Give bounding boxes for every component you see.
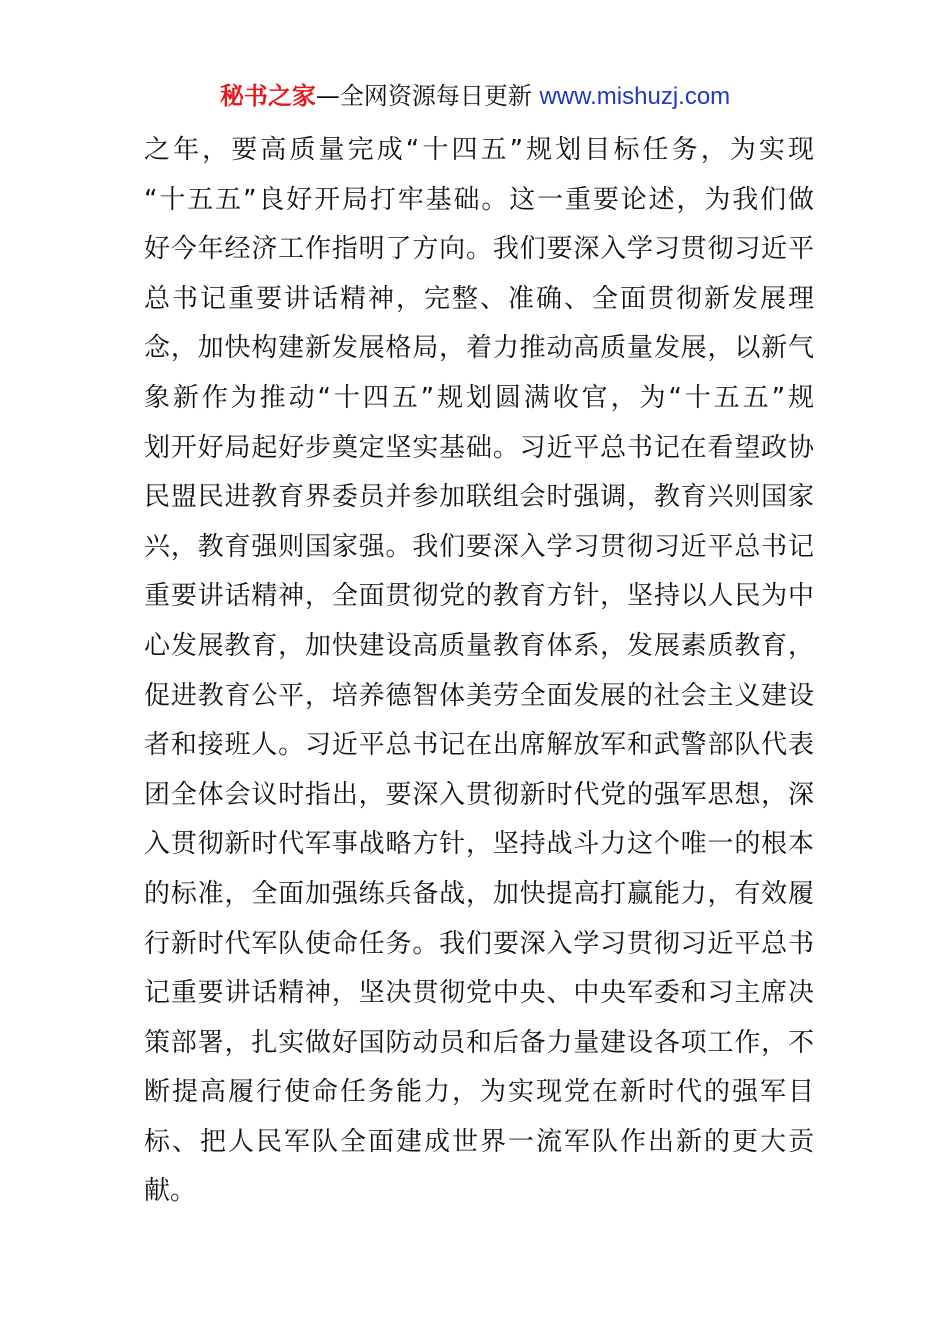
body-line: 之年，要高质量完成“十四五”规划目标任务，为实现 [144, 135, 814, 165]
body-line: 好今年经济工作指明了方向。我们要深入学习贯彻习近平 [144, 234, 814, 265]
body-line: 民盟民进教育界委员并参加联组会时强调，教育兴则国家 [144, 482, 814, 513]
body-line: 行新时代军队使命任务。我们要深入学习贯彻习近平总书 [144, 928, 814, 959]
body-line: 献。 [144, 1176, 197, 1207]
body-line: 入贯彻新时代军事战略方针，坚持战斗力这个唯一的根本 [144, 829, 814, 860]
body-line: 重要讲话精神，全面贯彻党的教育方针，坚持以人民为中 [144, 581, 814, 612]
document-body [144, 126, 814, 1217]
site-brand: 秘书之家 [219, 82, 316, 110]
body-line: 团全体会议时指出，要深入贯彻新时代党的强军思想，深 [144, 779, 814, 810]
site-url-link[interactable]: www.mishuzj.com [539, 83, 731, 110]
body-line: 心发展教育，加快建设高质量教育体系，发展素质教育， [144, 630, 814, 661]
body-line: 者和接班人。习近平总书记在出席解放军和武警部队代表 [144, 730, 814, 761]
body-line: 的标准，全面加强练兵备战，加快提高打赢能力，有效履 [144, 878, 814, 909]
body-line: 断提高履行使命任务能力，为实现党在新时代的强军目 [144, 1077, 814, 1108]
body-line: 兴，教育强则国家强。我们要深入学习贯彻习近平总书记 [144, 531, 814, 562]
body-line: 促进教育公平，培养德智体美劳全面发展的社会主义建设 [144, 680, 814, 711]
body-line: “十五五”良好开局打牢基础。这一重要论述，为我们做 [144, 184, 814, 215]
body-line: 策部署，扎实做好国防动员和后备力量建设各项工作，不 [144, 1027, 814, 1058]
site-tagline: —全网资源每日更新 [315, 82, 532, 110]
body-line: 总书记重要讲话精神，完整、准确、全面贯彻新发展理 [144, 283, 814, 314]
body-line: 划开好局起好步奠定坚实基础。习近平总书记在看望政协 [144, 432, 814, 463]
body-line: 象新作为推动“十四五”规划圆满收官，为“十五五”规 [144, 382, 814, 413]
body-line: 标、把人民军队全面建成世界一流军队作出新的更大贡 [144, 1126, 814, 1157]
body-line: 记重要讲话精神，坚决贯彻党中央、中央军委和习主席决 [144, 978, 814, 1009]
site-header [0, 80, 950, 113]
body-line: 念，加快构建新发展格局，着力推动高质量发展，以新气 [144, 333, 814, 364]
